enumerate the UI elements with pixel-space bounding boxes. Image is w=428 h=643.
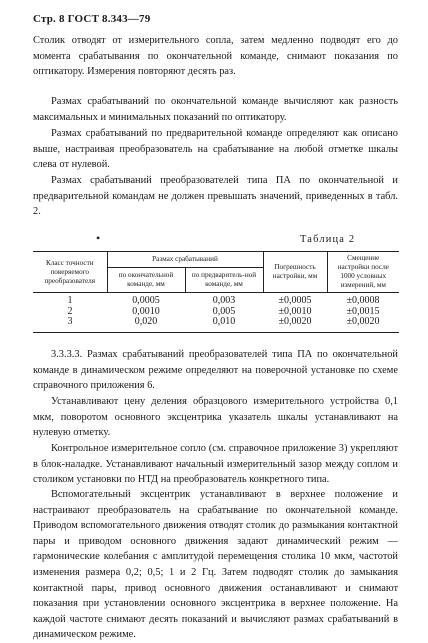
paragraph-3: Размах срабатываний по предварительной команде определяют как описано выше, настраивая преобразователь на срабатывание на любой отметке шкалы слева от нулевой. (33, 128, 398, 171)
header-error: Погрешность настройки, мм (263, 252, 327, 293)
table-cell: 2 (67, 305, 73, 317)
table-cell: 0,005 (212, 305, 236, 317)
header-range-group: Размах срабатываний (107, 252, 263, 268)
paragraph-7: Контрольное измерительное сопло (см. справочное приложение 3) укрепляют в блок-наладке. Устанавливают начальный измерительный зазор между соплом и столиком установки по НТД на преобразователь конкретного типа. (33, 443, 398, 486)
table-cell: 0,0010 (132, 305, 160, 317)
table-cell: ±0,0020 (278, 316, 312, 328)
header-preliminary: по предваритель-ной команде, мм (185, 267, 263, 293)
table-marker: • (96, 231, 101, 245)
table-caption: Таблица 2 (300, 234, 356, 245)
header-final: по окончательной команде, мм (107, 267, 185, 293)
column-final (107, 293, 185, 333)
page-header: Стр. 8 ГОСТ 8.343—79 (33, 13, 151, 25)
header-shift: Смещение настройки после 1000 условных измерений, мм (327, 252, 399, 293)
column-class (33, 293, 107, 333)
table-cell: ±0,0010 (278, 305, 312, 317)
table-cell: ±0,0008 (346, 295, 380, 306)
paragraph-4: Размах срабатываний преобразователей типа ПА по окончательной и предварительной командам не должен превышать значений, приведенных в табл. 2. (33, 175, 398, 218)
paragraph-1: Столик отводят от измерительного сопла, затем медленно подводят его до момента срабатывания по окончательной команде, снимают показания по оптикатору. Измерения повторяют десять раз. (33, 35, 398, 78)
column-error (263, 293, 327, 333)
table-cell: 3 (67, 316, 73, 328)
column-preliminary (185, 293, 263, 333)
table-cell: 0,003 (212, 295, 236, 306)
table-cell: 0,0005 (132, 295, 160, 306)
table-cell: ±0,0020 (346, 316, 380, 328)
column-shift (327, 293, 399, 333)
paragraph-6: Устанавливают цену деления образцового измерительного устройства 0,1 мкм, поворотом основного эксцентрика указатель шкалы устанавливают на нулевую отметку. (33, 396, 398, 439)
paragraph-8: Вспомогательный эксцентрик устанавливают в верхнее положение и настраивают преобразователь на срабатывание по окончательной команде. Приводом вспомогательного движения отводят столик до размыкания контактной пары и приводом основного движения задают динамический режим — гармонические колебания с амплитудой перемещения столика 10 мкм, частотой изменения размера 0,2; 0,5; 1 и 2 Гц. Затем подводят столик до замыкания контактной пары, привод основного движения останавливают и снимают показания при установлении основного эксцентрика в верхнее положение. На каждой частоте снимают десять показаний и вычисляют размах срабатываний в динамическом режиме. (33, 489, 398, 641)
header-class: Класс точности поверяемого преобразователя (33, 252, 107, 293)
table-cell: 0,010 (212, 316, 236, 328)
paragraph-5: 3.3.3.3. Размах срабатываний преобразователей типа ПА по окончательной команде в динамическом режиме определяют на поверочной установке по схеме справочного приложения 6. (33, 349, 398, 392)
paragraph-2: Размах срабатываний по окончательной команде вычисляют как разность максимальных и минимальных показаний по оптикатору. (33, 96, 398, 123)
table-cell: 0,020 (134, 316, 158, 328)
table-cell: 1 (67, 295, 73, 306)
table-cell: ±0,0005 (278, 295, 312, 306)
table-data-block (33, 293, 399, 333)
table-cell: ±0,0015 (346, 305, 380, 317)
table-2 (33, 251, 399, 333)
